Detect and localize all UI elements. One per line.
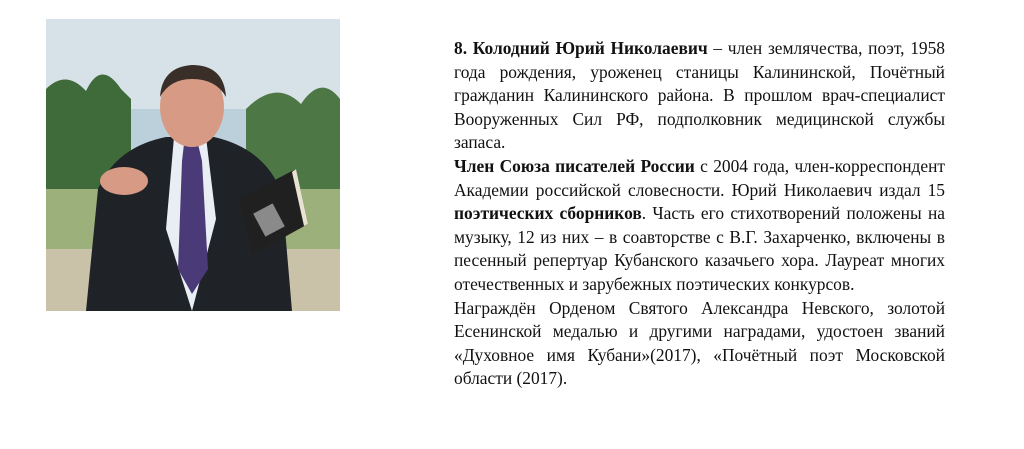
portrait-illustration (46, 19, 340, 311)
bio-union-membership: Член Союза писателей России (454, 155, 695, 176)
bio-awards: Награждён Орденом Святого Александра Невского, золотой Есенинской медалью и другими наградами, удостоен званий «Духовное имя Кубани»(2017), «Почётный поэт Московской области (2017). (454, 297, 945, 389)
portrait-photo (46, 19, 340, 311)
bio-poetry-collections: поэтических сборников (454, 203, 642, 224)
photo-hand (100, 167, 148, 195)
bio-intro: – член землячества, поэт, 1958 года рождения, уроженец станицы Калининской, Почётный гражданин Калининского района. В прошлом врач-специалист Вооруженных Сил РФ, подполковник медицинской службы запаса. (454, 38, 945, 153)
bio-achievements: . Часть его стихотворений положены на музыку, 12 из них – в соавторстве с В.Г. Захарченко, включены в песенный репертуар Кубанского казачьего хора. Лауреат многих отечественных и зарубежных поэтических конкурсов. (454, 203, 945, 294)
bio-paragraph-2 (454, 155, 945, 297)
bio-name: 8. Колодний Юрий Николаевич (454, 38, 708, 58)
bio-paragraph-1 (454, 37, 945, 155)
bio-paragraph-3 (454, 297, 945, 391)
bio-career: с 2004 года, член-корреспондент Академии российской словесности. Юрий Николаевич издал 15 (454, 155, 945, 200)
biography-text (454, 37, 945, 391)
